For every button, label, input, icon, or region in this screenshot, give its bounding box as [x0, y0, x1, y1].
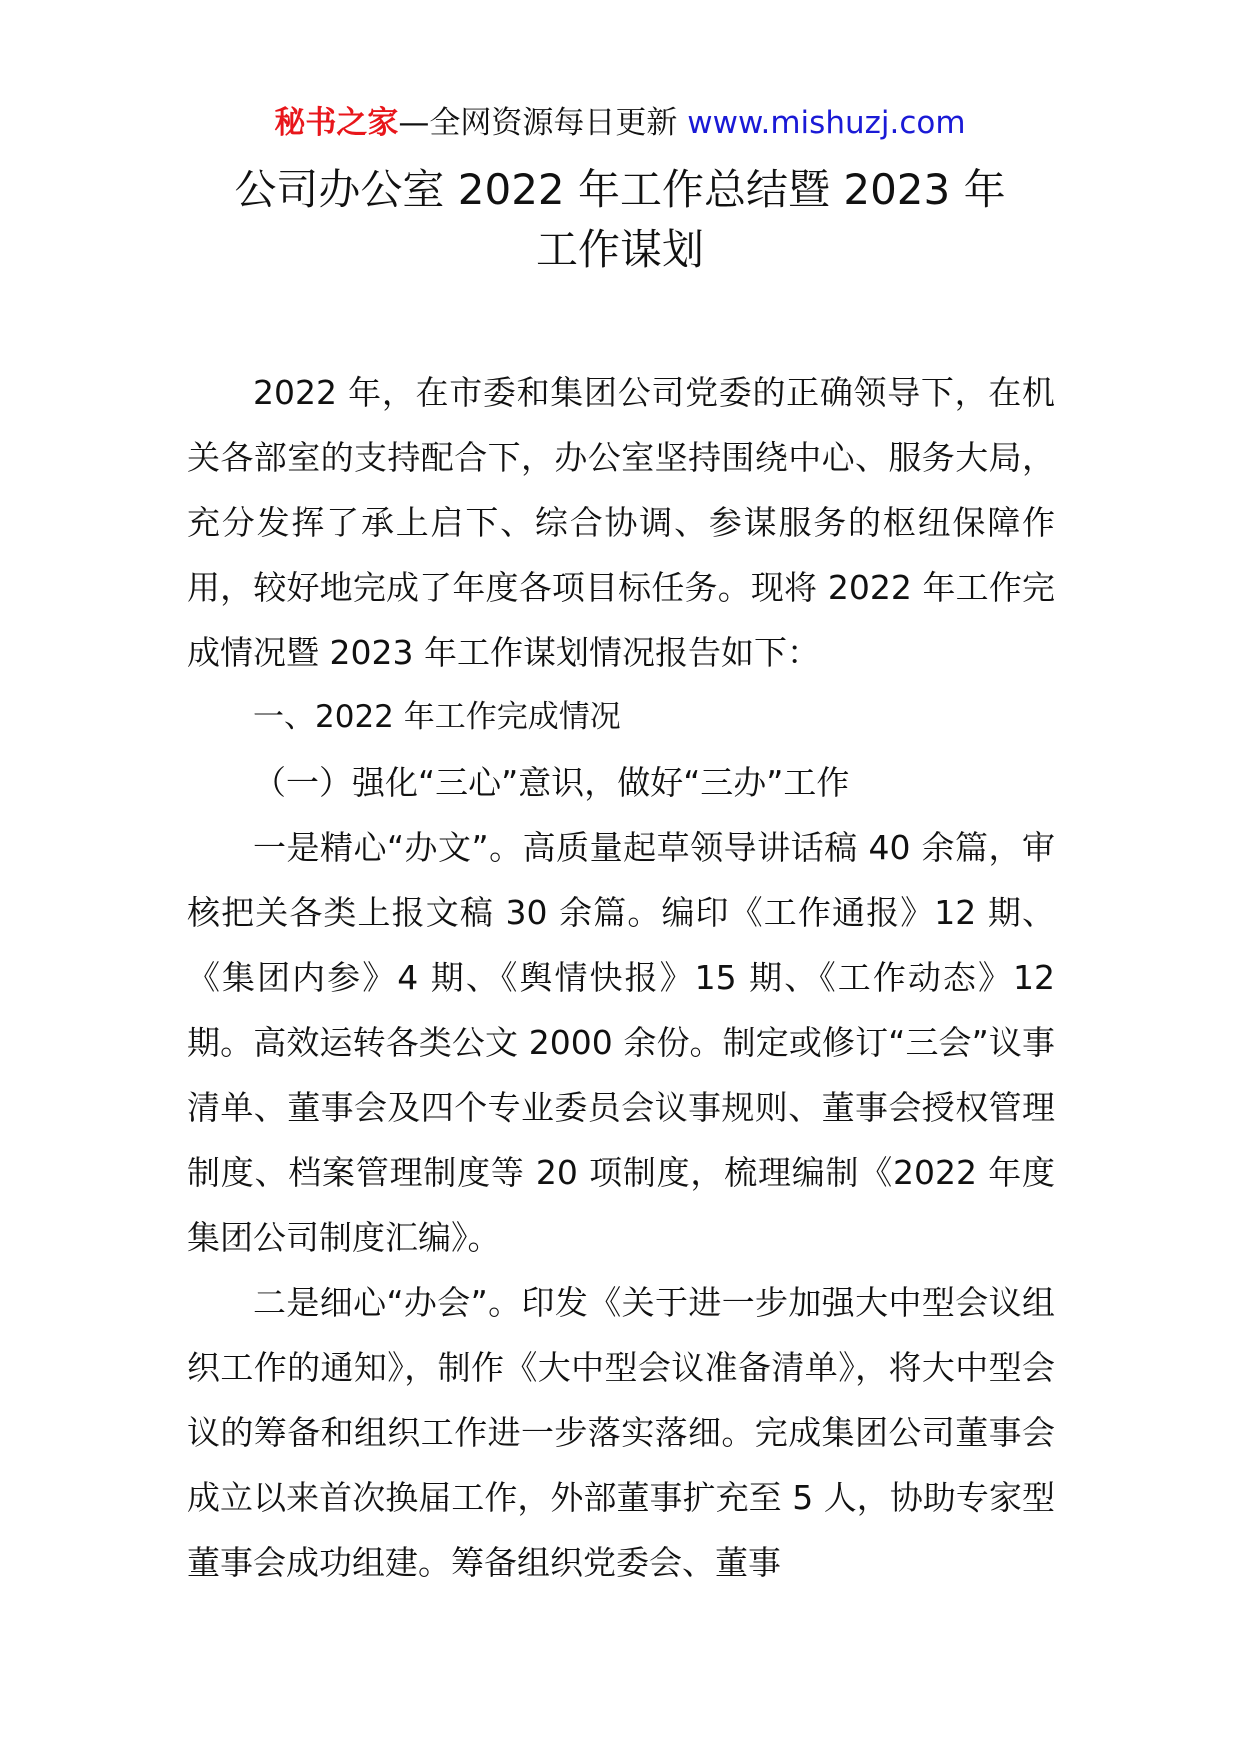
brand-name: 秘书之家 [274, 105, 399, 141]
body-paragraph: 一是精心“办文”。高质量起草领导讲话稿 40 余篇，审核把关各类上报文稿 30 余篇。编印《工作通报》12 期、《集团内参》4 期、《舆情快报》15 期、《工作动态》12 期。高效运转各类公文 2000 余份。制定或修订“三会”议事清单、董事会及四个专业委员会议事规则、董事会授权管理制度、档案管理制度等 20 项制度，梳理编制《2022 年度集团公司制度汇编》。 [187, 828, 1055, 1257]
title-line-1: 公司办公室 2022 年工作总结暨 2023 年 [234, 165, 1006, 214]
subsection-heading: （一）强化“三心”意识，做好“三办”工作 [253, 763, 850, 802]
intro-paragraph: 2022 年，在市委和集团公司党委的正确领导下，在机关各部室的支持配合下，办公室坚持围绕中心、服务大局，充分发挥了承上启下、综合协调、参谋服务的枢纽保障作用，较好地完成了年度各项目标任务。现将 2022 年工作完成情况暨 2023 年工作谋划情况报告如下： [187, 373, 1055, 672]
body-paragraph: 二是细心“办会”。印发《关于进一步加强大中型会议组织工作的通知》，制作《大中型会议准备清单》，将大中型会议的筹备和组织工作进一步落实落细。完成集团公司董事会成立以来首次换届工作，外部董事扩充至 5 人，协助专家型董事会成功组建。筹备组织党委会、董事 [187, 1283, 1055, 1582]
banner-slogan: —全网资源每日更新 [398, 105, 678, 141]
title-line-2: 工作谋划 [535, 225, 704, 274]
site-banner [0, 100, 1240, 146]
document-title [140, 160, 1100, 280]
section-heading: 一、2022 年工作完成情况 [253, 699, 621, 735]
site-url-link[interactable]: www.mishuzj.com [687, 105, 966, 141]
document-body [187, 360, 1055, 1595]
